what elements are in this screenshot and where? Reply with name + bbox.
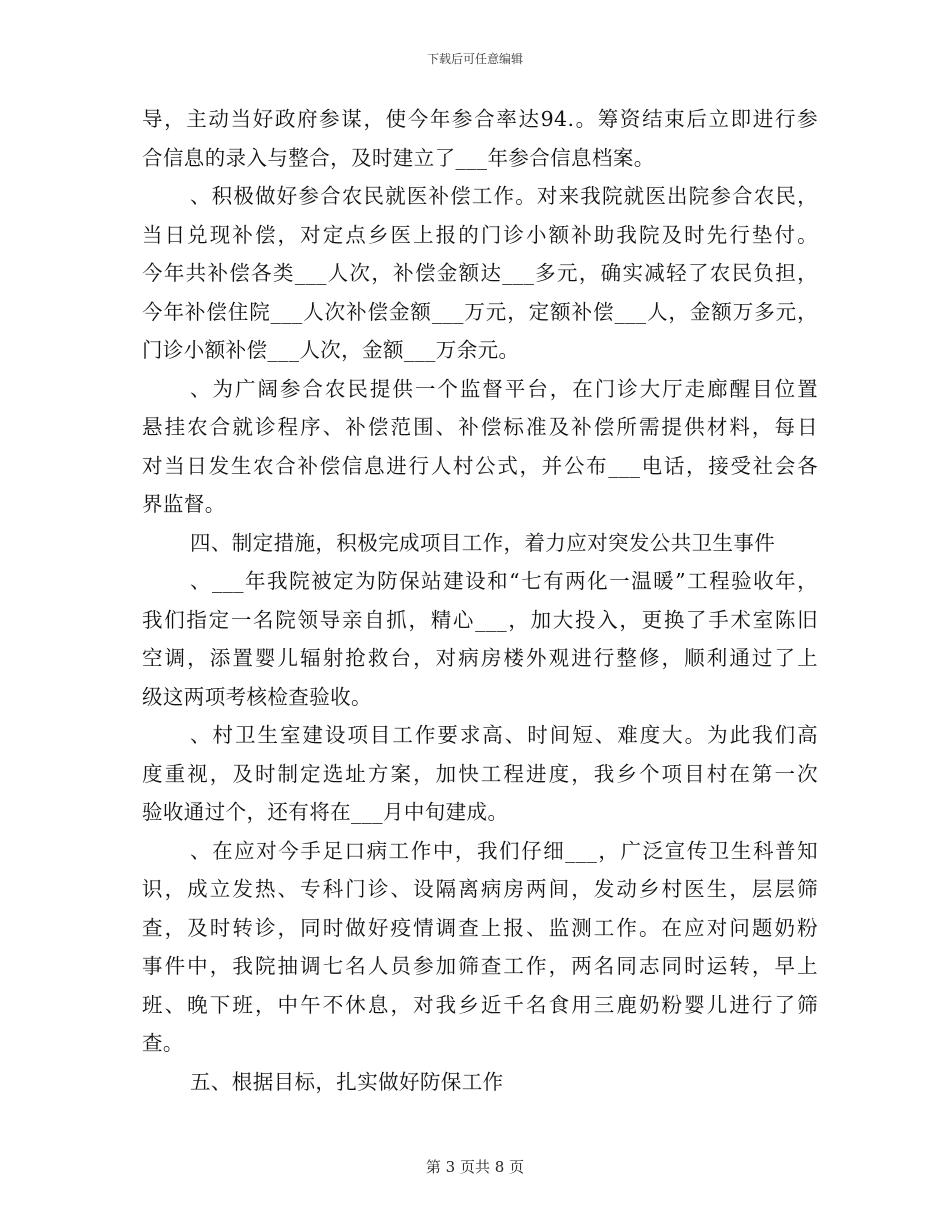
page-footer-page-number: 第 3 页共 8 页 — [425, 1158, 525, 1176]
body-line: 查。 — [142, 1031, 184, 1055]
body-line: 界监督。 — [142, 492, 226, 516]
body-line: 对当日发生农合补偿信息进行人村公式，并公布___电话，接受社会各 — [142, 453, 818, 478]
body-line: 今年共补偿各类___人次，补偿金额达___多元，确实减轻了农民负担， — [142, 261, 818, 285]
section-heading: 四、制定措施，积极完成项目工作，着力应对突发公共卫生事件 — [190, 530, 776, 555]
body-line: 导，主动当好政府参谋，使今年参合率达94.。筹资结束后立即进行参 — [142, 107, 818, 131]
paragraph-start-line: 、在应对今手足口病工作中，我们仔细___，广泛宣传卫生科普知 — [190, 838, 818, 863]
paragraph-start-line: 、为广阔参合农民提供一个监督平台，在门诊大厅走廊醒目位置 — [190, 376, 818, 401]
body-line: 验收通过个，还有将在___月中旬建成。 — [142, 800, 509, 824]
body-line: 我们指定一名院领导亲自抓，精心___，加大投入，更换了手术室陈旧 — [142, 607, 818, 632]
body-line: 悬挂农合就诊程序、补偿范围、补偿标准及补偿所需提供材料，每日 — [142, 415, 818, 439]
paragraph-start-line: 、村卫生室建设项目工作要求高、时间短、难度大。为此我们高 — [190, 723, 818, 747]
paragraph-start-line: 、积极做好参合农民就医补偿工作。对来我院就医出院参合农民， — [190, 184, 818, 208]
body-line: 查，及时转诊，同时做好疫情调查上报、监测工作。在应对问题奶粉 — [142, 915, 818, 940]
body-line: 度重视，及时制定选址方案，加快工程进度，我乡个项目村在第一次 — [142, 761, 818, 786]
body-line: 当日兑现补偿，对定点乡医上报的门诊小额补助我院及时先行垫付。 — [142, 222, 818, 247]
body-line: 事件中，我院抽调七名人员参加筛查工作，两名同志同时运转，早上 — [142, 954, 818, 978]
page-header: 下载后可任意编辑 — [426, 52, 523, 66]
body-line: 级这两项考核检查验收。 — [142, 684, 372, 709]
body-line: 今年补偿住院___人次补偿金额___万元，定额补偿___人，金额万多元， — [142, 299, 818, 324]
body-line: 班、晚下班，中午不休息，对我乡近千名食用三鹿奶粉婴儿进行了筛 — [142, 992, 818, 1017]
body-line: 合信息的录入与整合，及时建立了___年参合信息档案。 — [142, 145, 655, 170]
body-line: 空调，添置婴儿辐射抢救台，对病房楼外观进行整修，顺利通过了上 — [142, 646, 818, 670]
paragraph-start-line: 、___年我院被定为防保站建设和“七有两化一温暖”工程验收年， — [190, 569, 818, 593]
body-line: 识，成立发热、专科门诊、设隔离病房两间，发动乡村医生，层层筛 — [142, 877, 818, 901]
section-heading: 五、根据目标，扎实做好防保工作 — [190, 1069, 504, 1094]
document-body — [142, 100, 818, 1101]
body-line: 门诊小额补偿___人次，金额___万余元。 — [142, 338, 520, 362]
